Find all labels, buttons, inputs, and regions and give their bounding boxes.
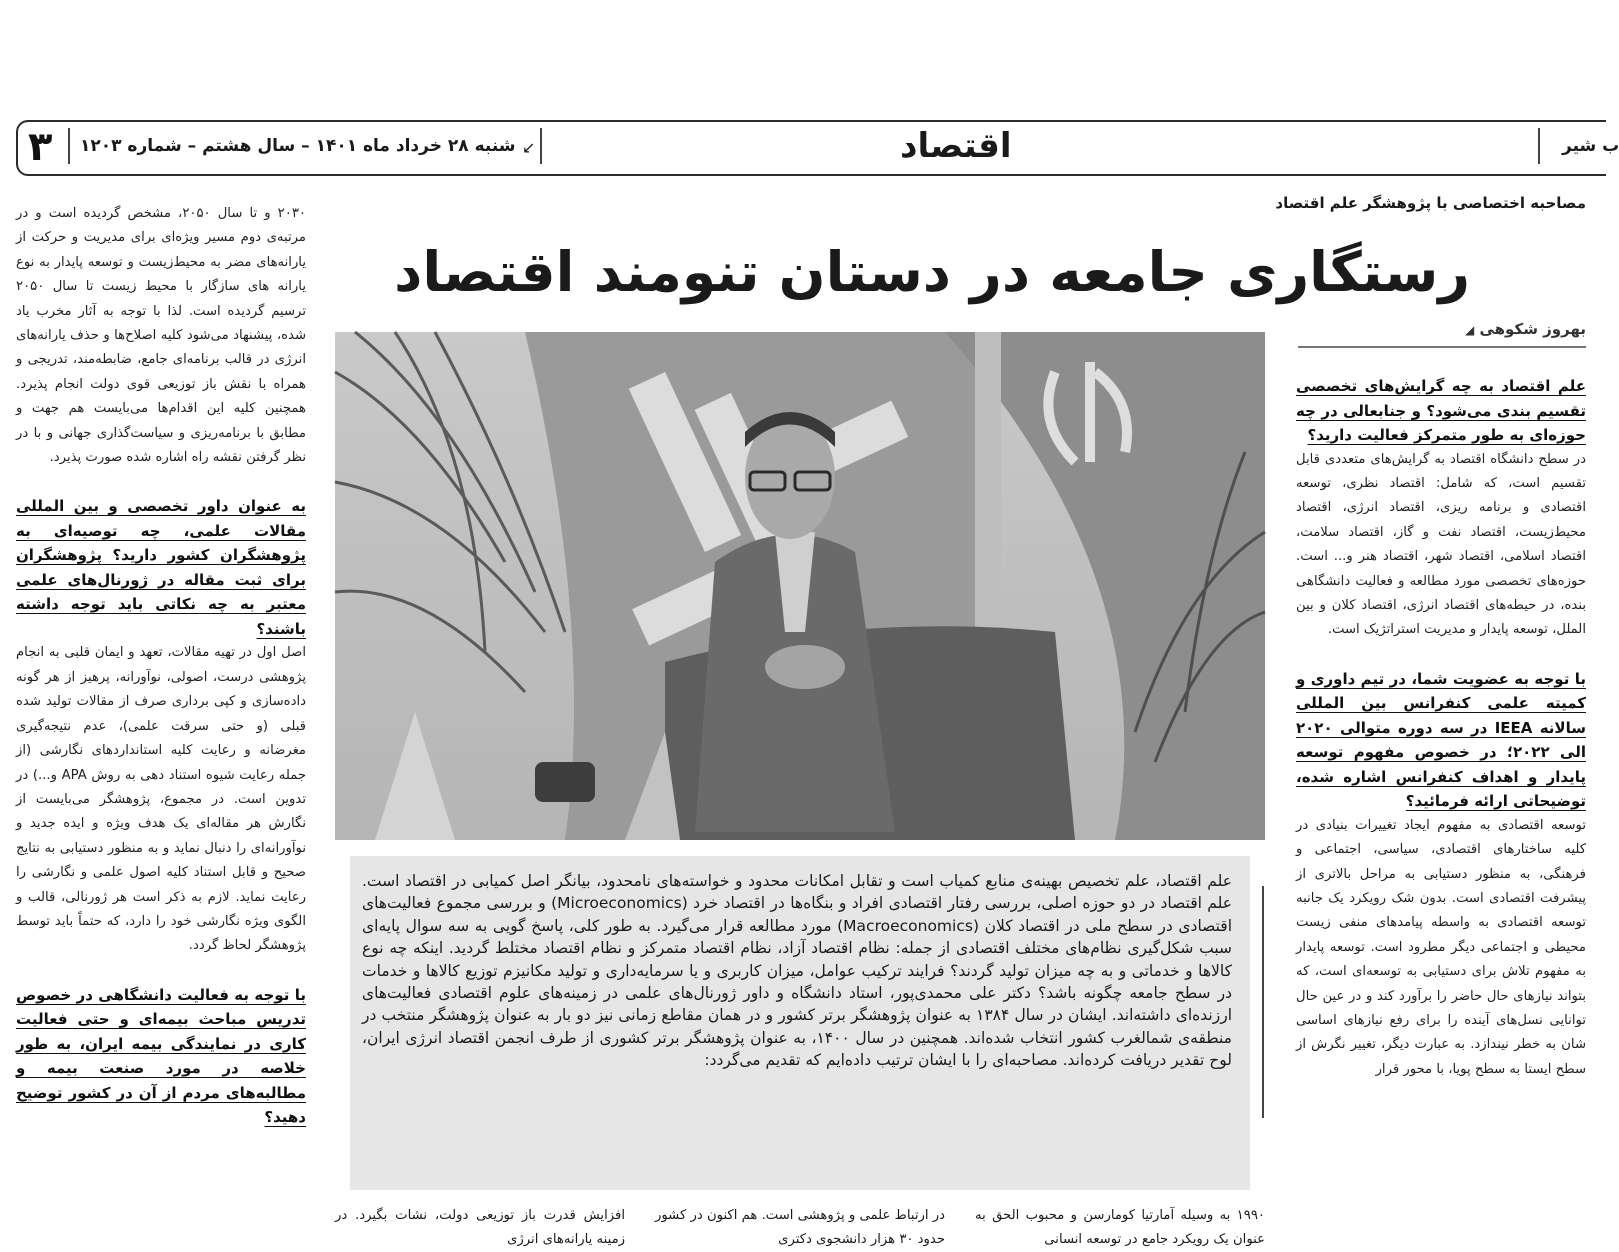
question-heading: با توجه به عضویت شما، در تیم داوری و کمیته علمی کنفرانس بین المللی سالانه IEEA در سه دوره متوالی ۲۰۲۰ الی ۲۰۲۲؛ در خصوص مفهوم توسعه پایدار و اهداف کنفرانس اشاره شده، توضیحاتی ارائه فرمائید؟ xyxy=(1296,669,1586,811)
header-divider xyxy=(540,128,542,164)
bottom-columns xyxy=(335,1204,1265,1247)
paragraph: افزایش قدرت باز توزیعی دولت، نشات بگیرد. در زمینه یارانه‌های انرژی xyxy=(335,1208,625,1247)
paragraph: در ارتباط علمی و پژوهشی است. هم اکنون در کشور حدود ۳۰ هزار دانشجوی دکتری xyxy=(655,1208,945,1247)
intro-text: علم اقتصاد، علم تخصیص بهینه‌ی منابع کمیاب است و تقابل امکانات محدود و خواسته‌های نامحدود، بیانگر اصل کمیابی در اقتصاد است. علم اقتصاد در دو حوزه اصلی، بررسی رفتار اقتصادی افراد و بنگاه‌ها در اقتصاد خرد (Microeconomics) و بررسی مجموع فعالیت‌های اقتصادی در سطح ملی در اقتصاد کلان (Macroeconomics) مورد مطالعه قرار می‌گیرد. به طور کلی، پاسخ گویی به سه سوال پایه‌ای سبب شکل‌گیری نظام‌های مختلف اقتصادی از جمله: نظام اقتصاد آزاد، نظام اقتصاد متمرکز و نظام اقتصاد مختلط گردید. اینکه چه نوع کالاها و خدماتی و به چه میزان تولید گردند؟ فرایند ترکیب عوامل، میزان کاربری و یا سرمایه‌داری و تولید مکانیزم توزیع کالاها و خدمات در سطح جامعه چگونه باشد؟ دکتر علی محمدی‌پور، استاد دانشگاه و داور ژورنال‌های علمی در زمینه‌های علوم اقتصادی فعالیت‌های ارزنده‌ای داشته‌اند. ایشان در سال ۱۳۸۴ به عنوان پژوهشگر برتر کشور و در همان مقاطع زمانی نیز دو بار به عنوان پژوهشگر منتخب در منطقه‌ی شمالغرب کشور انتخاب شده‌اند. همچنین در سال ۱۴۰۰، به عنوان پژوهشگر برتر کشوری از طرف انجمن اقتصاد انرژی ایران، لوح تقدیر دریافت کرده‌اند. مصاحبه‌ای را با ایشان ترتیب داده‌ایم که تقدیم می‌گردد: xyxy=(362,872,1233,1070)
byline-rule xyxy=(1298,346,1586,348)
microphone-icon xyxy=(535,762,595,802)
paragraph: اصل اول در تهیه مقالات، تعهد و ایمان قلبی به انجام پژوهشی درست، اصولی، نوآورانه، پرهیز از هر گونه داده‌سازی و کپی برداری صرف از مقالات تولید شده قبلی (و حتی سرقت علمی)، عدم نتیجه‌گیری مغرضانه و رعایت کلیه استانداردهای نگارشی (از جمله رعایت شیوه استناد دهی به روش APA و...) در تدوین است. در مجموع، پژوهشگر می‌بایست از نگارش هر مقاله‌ای یک هدف ویژه و ایده جدید و نوآورانه‌ای را دنبال نماید و به منظور دستیابی به نتایج صحیح و قابل استناد کلیه اصول علمی و نگارشی را رعایت نماید. لازم به ذکر است هر ژورنالی، قالب و الگوی ویژه نگارشی خود را دارد، که حتماً باید توسط پژوهشگر لحاظ گردد. xyxy=(16,645,307,954)
photo-illustration xyxy=(335,332,1265,840)
left-column xyxy=(16,202,306,1130)
section-title: اقتصاد xyxy=(900,126,1012,166)
question-heading: به عنوان داور تخصصی و بین المللی مقالات علمی، چه توصیه‌ای به پژوهشگران کشور دارید؟ پژوهشگران برای ثبت مقاله در ژورنال‌های علمی معتبر به چه نکاتی باید توجه داشته باشند؟ xyxy=(16,497,306,638)
arrow-icon: ↙ xyxy=(522,138,536,157)
header-divider xyxy=(68,128,70,164)
question-heading: با توجه به فعالیت دانشگاهی در خصوص تدریس مباحث بیمه‌ای و حتی فعالیت کاری در نمایندگی بیمه ایران، به طور خلاصه در مورد صنعت بیمه و مطالبه‌های مردم از آن در کشور توضیح دهید؟ xyxy=(16,985,306,1127)
article-byline xyxy=(1400,320,1586,338)
paragraph: ۲۰۳۰ و تا سال ۲۰۵۰، مشخص گردیده است و در مرتبه‌ی دوم مسیر ویژه‌ای برای مدیریت و حرکت از یارانه‌های مضر به محیط‌زیست و توسعه پایدار به نوع یارانه های سازگار با محیط زیست تا سال ۲۰۵۰ ترسیم گردیده است. لذا با توجه به آثار مخرب یاد شده، پیشنهاد می‌شود کلیه اصلاح‌ها و حذف یارانه‌های انرژی در قالب برنامه‌ای جامع، ضابطه‌مند، تدریجی و همراه با نقش باز توزیعی قوی دولت انجام پذیرد. همچنین کلیه این اقدام‌ها می‌بایست هم جهت و مطابق با برنامه‌ریزی و سیاست‌گذاری جهانی و با در نظر گرفتن نقشه راه اشاره شده صورت پذیرد. xyxy=(16,206,306,466)
article-headline: رستگاری جامعه در دستان تنومند اقتصاد xyxy=(394,240,1470,304)
issue-date: شنبه ۲۸ خرداد ماه ۱۴۰۱ – سال هشتم – شماره ۱۲۰۳ xyxy=(80,136,516,156)
header-adjacent-text: ب شیر xyxy=(1562,136,1619,156)
intro-rule xyxy=(1262,886,1264,1118)
question-heading: علم اقتصاد به چه گرایش‌های تخصصی تقسیم بندی می‌شود؟ و جنابعالی در چه حوزه‌ای به طور متمرکز فعالیت دارید؟ xyxy=(1296,377,1586,444)
pen-icon: ◢ xyxy=(1465,323,1475,337)
paragraph: توسعه اقتصادی به مفهوم ایجاد تغییرات بنیادی در کلیه ساختارهای اقتصادی، سیاسی، اجتماعی و فرهنگی، به منظور دستیابی به مراحل بالاتری از پیشرفت اقتصادی است. بدون شک رویکرد یک جانبه توسعه اقتصادی به واسطه پیامدهای منفی زیست محیطی و اجتماعی دیگر مطرود است. توسعه پایدار به مفهوم تلاش برای دستیابی به توسعه‌ای است، که بتواند نیازهای حال حاضر را برآورد کند و در عین حال توانایی نسل‌های آینده را برای رفع نیازهای اساسی شان به خطر نیندازد. به عبارت دیگر، تغییر نگرش از سطح ایستا به سطح پویا، با محور قرار xyxy=(1296,817,1586,1077)
right-column xyxy=(1296,374,1586,1082)
paragraph: ۱۹۹۰ به وسیله آمارتیا کومارسن و محبوب الحق به عنوان یک رویکرد جامع در توسعه انسانی xyxy=(975,1208,1265,1247)
paragraph: در سطح دانشگاه اقتصاد به گرایش‌های متعددی قابل تقسیم است، که شامل: اقتصاد نظری، توسعه اقتصادی و برنامه ریزی، اقتصاد انرژی، اقتصاد محیط‌زیست، اقتصاد نفت و گاز، اقتصاد سلامت، اقتصاد اسلامی، اقتصاد شهر، اقتصاد هنر و... است. حوزه‌های تخصصی مورد مطالعه و فعالیت دانشگاهی بنده، در حیطه‌های اقتصاد انرژی، اقتصاد کلان و بین الملل، توسعه پایدار و مدیریت استراتژیک است. xyxy=(1296,451,1586,638)
byline-author: بهروز شکوهی xyxy=(1479,320,1586,338)
intro-box xyxy=(350,856,1250,1190)
header-divider xyxy=(1538,128,1540,164)
interview-photo xyxy=(335,332,1265,840)
page-number: ۳ xyxy=(28,124,53,170)
article-kicker: مصاحبه اختصاصی با پژوهشگر علم اقتصاد xyxy=(1275,194,1586,212)
